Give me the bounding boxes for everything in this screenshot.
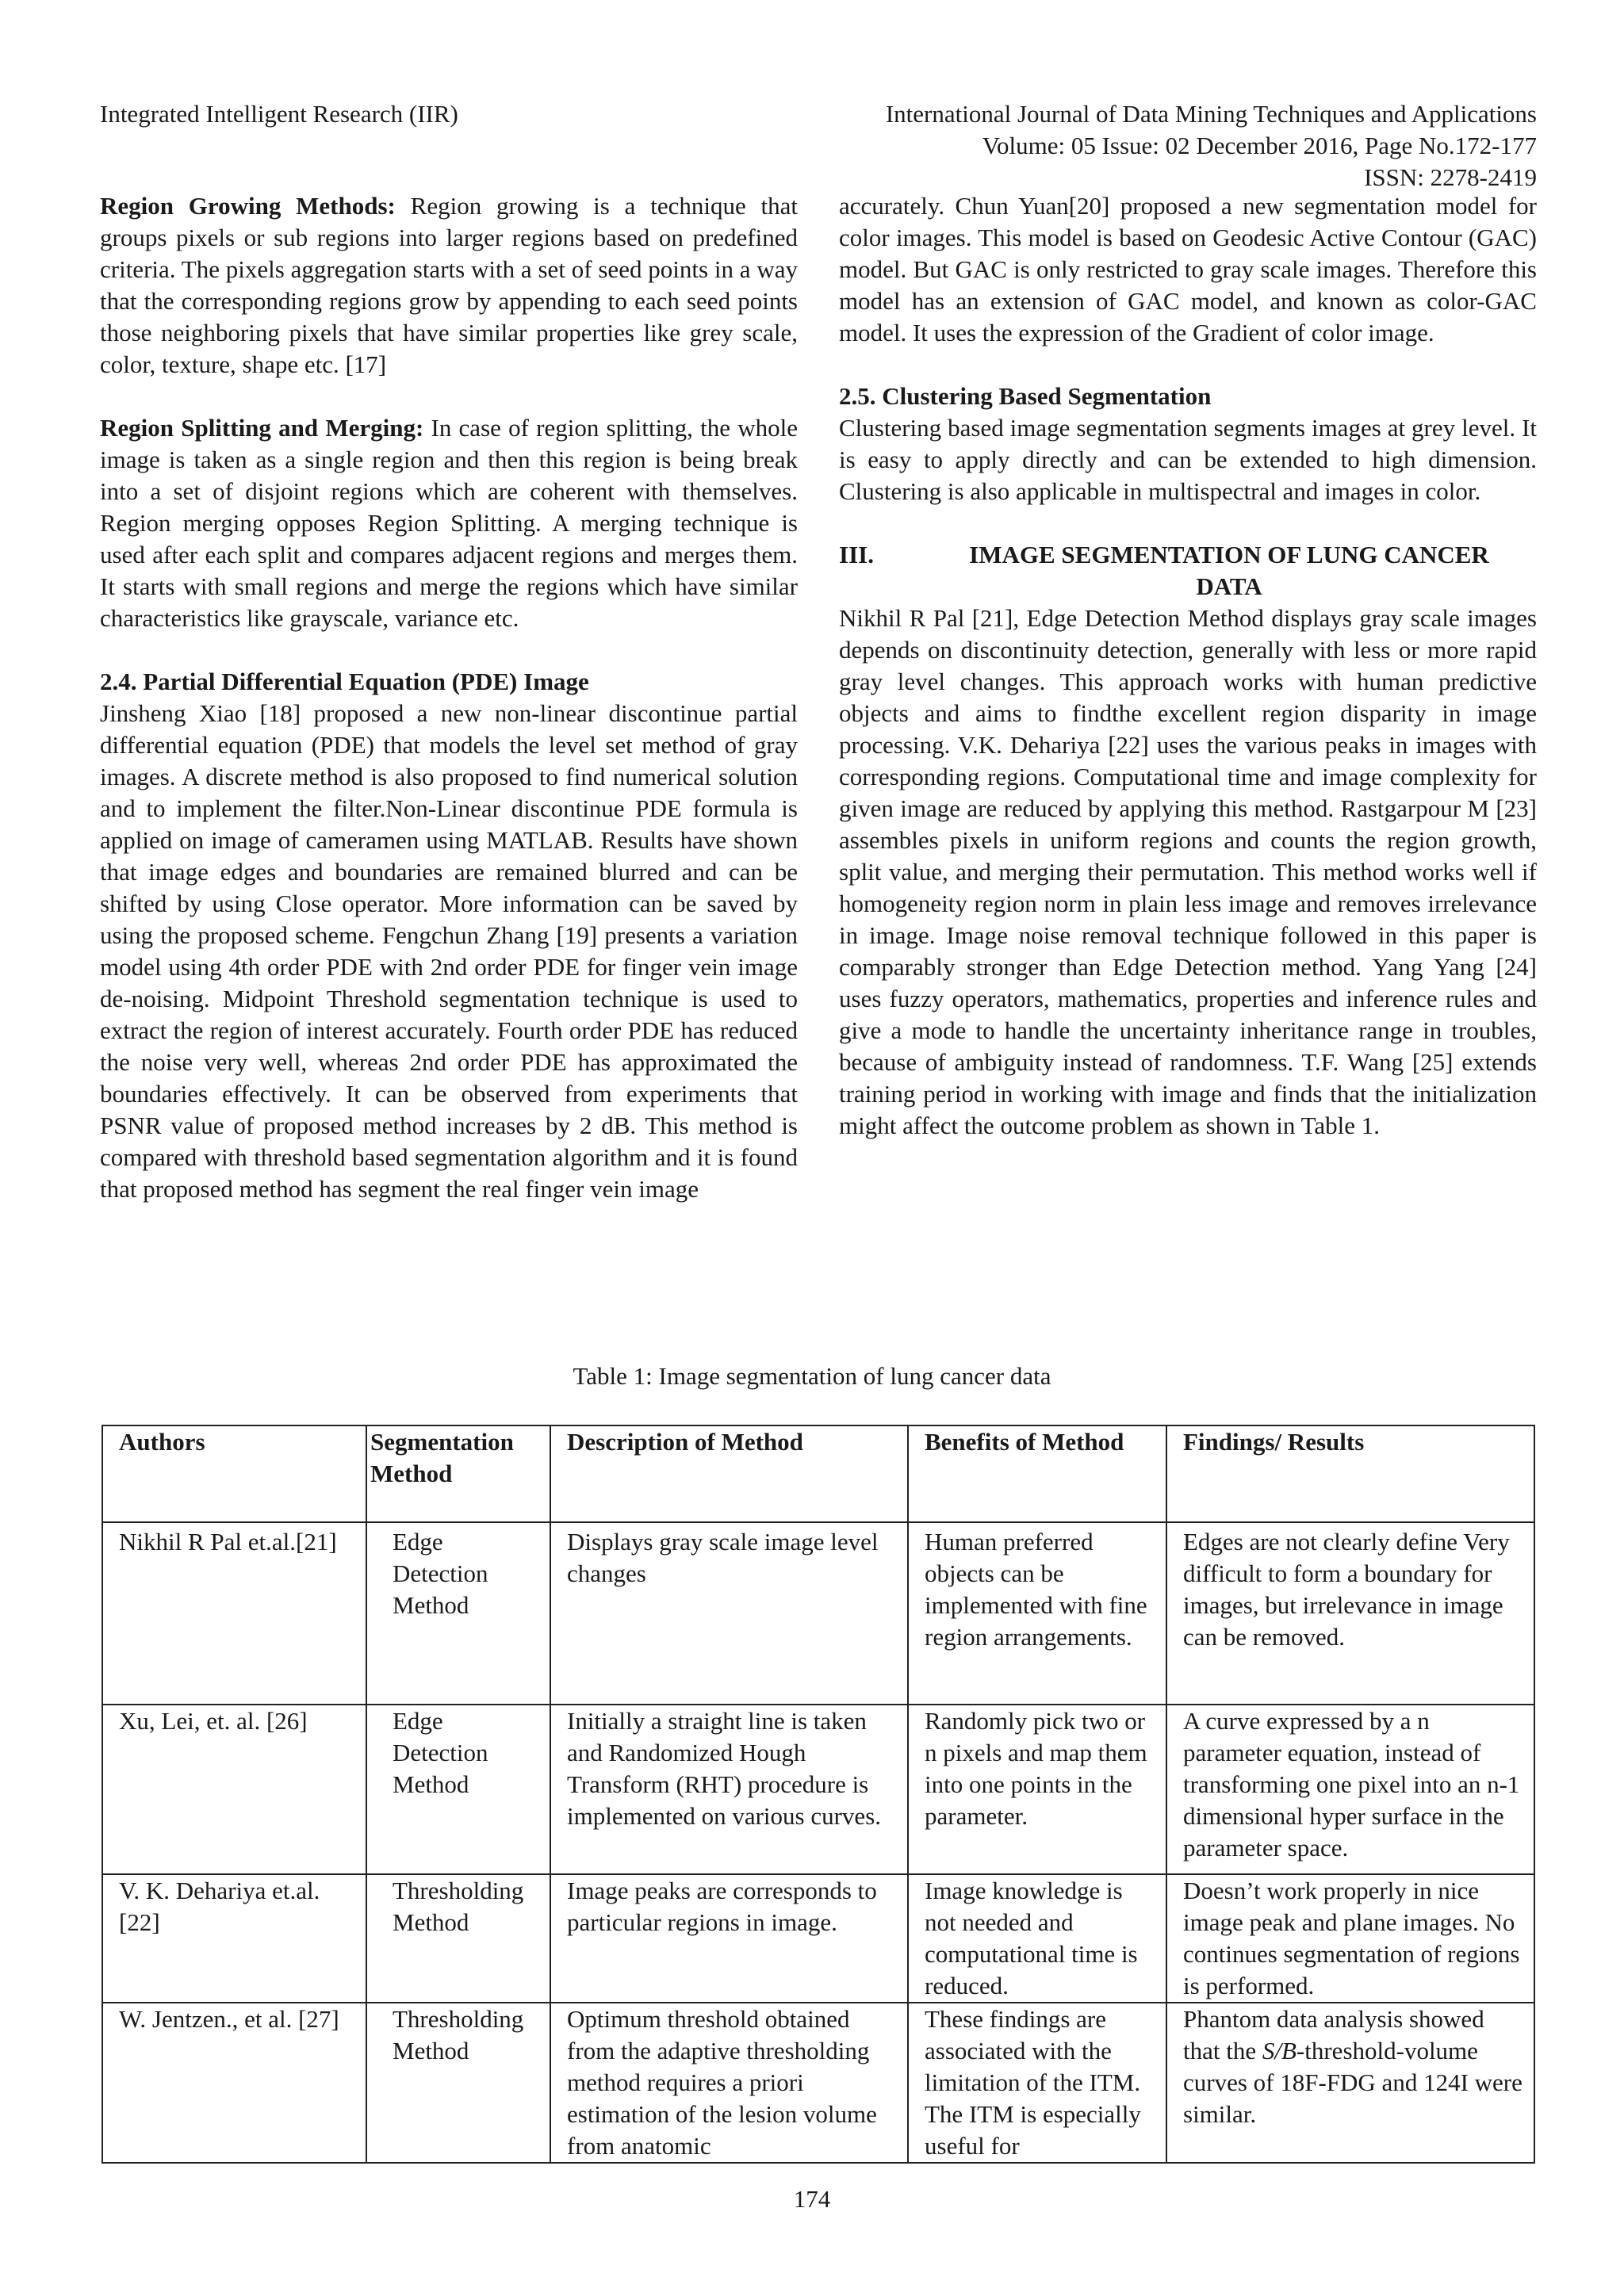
header-journal-info [886, 98, 1537, 193]
paragraph-region-splitting [100, 412, 798, 634]
findings-italic-text: S/B [1262, 2037, 1297, 2064]
cell-benefits: Randomly pick two or n pixels and map them into one points in the parameter. [908, 1705, 1166, 1874]
table-caption: Table 1: Image segmentation of lung cancer data [573, 1362, 1051, 1390]
table-row [102, 1874, 1534, 2003]
page-number: 174 [793, 2185, 831, 2213]
paragraph-text: In case of region splitting, the whole image is taken as a single region and then this region is being break into a set of disjoint regions which are coherent with themselves. Region merging opposes Region Splitting. A merging technique is used after each split and compares adjacent regions and merges them. It starts with small regions and merge the regions which have similar characteristics like grayscale, variance etc. [100, 414, 798, 632]
cell-findings: A curve expressed by a n parameter equation, instead of transforming one pixel into an n-1 dimensional hyper surface in the parameter space. [1166, 1705, 1534, 1874]
table-row [102, 1705, 1534, 1874]
paragraph-region-growing [100, 190, 798, 381]
paragraph-lung-cancer: Nikhil R Pal [21], Edge Detection Method displays gray scale images depends on discontinuity detection, generally with less or more rapid gray level changes. This approach works with human predictive objects and aims to findthe excellent region disparity in image processing. V.K. Dehariya [22] uses the various peaks in images with corresponding regions. Computational time and image complexity for given image are reduced by applying this method. Rastgarpour M [23] assembles pixels in uniform regions and counts the region growth, split value, and merging their permutation. This method works well if homogeneity region norm in plain less image and removes irrelevance in image. Image noise removal technique followed in this paper is comparably stronger than Edge Detection method. Yang Yang [24] uses fuzzy operators, mathematics, properties and inference rules and give a mode to handle the uncertainty inheritance range in troubles, because of ambiguity instead of randomness. T.F. Wang [25] extends training period in working with image and finds that the initialization might affect the outcome problem as shown in Table 1. [839, 604, 1537, 1139]
paragraph-clustering: Clustering based image segmentation segments images at grey level. It is easy to apply directly and can be extended to high dimension. Clustering is also applicable in multispectral and images in color. [839, 414, 1537, 505]
cell-benefits: Image knowledge is not needed and computational time is reduced. [908, 1874, 1166, 2003]
left-column [100, 190, 798, 1205]
table-row [102, 2003, 1534, 2163]
paragraph-heading: Region Splitting and Merging: [100, 414, 424, 442]
section-heading-3 [839, 539, 1537, 603]
table-row [102, 1522, 1534, 1705]
cell-method: Thresholding Method [366, 1874, 550, 2003]
segmentation-table [102, 1425, 1535, 2164]
paragraph-heading: Region Growing Methods: [100, 192, 396, 220]
section-title [921, 539, 1537, 603]
cell-findings: Edges are not clearly define Very difficult to form a boundary for images, but irrelevance in image can be removed. [1166, 1522, 1534, 1705]
header-segmentation-method: Segmentation Method [366, 1425, 550, 1522]
section-title-line: DATA [1196, 572, 1262, 600]
cell-description: Displays gray scale image level changes [550, 1522, 908, 1705]
header-benefits: Benefits of Method [908, 1425, 1166, 1522]
paragraph-pde: Jinsheng Xiao [18] proposed a new non-linear discontinue partial differential equation (PDE) that models the level set method of gray images. A discrete method is also proposed to find numerical solution and to implement the filter.Non-Linear discontinue PDE formula is applied on image of cameramen using MATLAB. Results have shown that image edges and boundaries are remained blurred and can be shifted by using Close operator. More information can be saved by using the proposed scheme. Fengchun Zhang [19] presents a variation model using 4th order PDE with 2nd order PDE for finger vein image de-noising. Midpoint Threshold segmentation technique is used to extract the region of interest accurately. Fourth order PDE has reduced the noise very well, whereas 2nd order PDE has approximated the boundaries effectively. It can be observed from experiments that PSNR value of proposed method increases by 2 dB. This method is compared with threshold based segmentation algorithm and it is found that proposed method has segment the real finger vein image [100, 699, 798, 1203]
section-number: III. [839, 541, 874, 568]
cell-authors: Xu, Lei, et. al. [26] [102, 1705, 366, 1874]
cell-method: Thresholding Method [366, 2003, 550, 2163]
cell-description: Initially a straight line is taken and Randomized Hough Transform (RHT) procedure is implemented on various curves. [550, 1705, 908, 1874]
findings-text: -threshold-volume curves of 18F-FDG and 124I were similar. [1183, 2037, 1522, 2128]
header-findings: Findings/ Results [1166, 1425, 1534, 1522]
header-volume: Volume: 05 Issue: 02 December 2016, Page No.172-177 [982, 132, 1537, 159]
cell-method: Edge Detection Method [366, 1705, 550, 1874]
header-journal-title: International Journal of Data Mining Techniques and Applications [885, 100, 1537, 128]
header-authors: Authors [102, 1425, 366, 1522]
paragraph-continued: accurately. Chun Yuan[20] proposed a new segmentation model for color images. This model is based on Geodesic Active Contour (GAC) model. But GAC is only restricted to gray scale images. Therefore this model has an extension of GAC model, and known as color-GAC model. It uses the expression of the Gradient of color image. [839, 192, 1537, 346]
cell-findings [1166, 2003, 1534, 2163]
section-title-line: IMAGE SEGMENTATION OF LUNG CANCER [969, 541, 1489, 568]
cell-benefits: Human preferred objects can be implemented with fine region arrangements. [908, 1522, 1166, 1705]
cell-description: Optimum threshold obtained from the adaptive thresholding method requires a priori estimation of the lesion volume from anatomic [550, 2003, 908, 2163]
header-journal-publisher: Integrated Intelligent Research (IIR) [100, 100, 458, 128]
cell-authors: W. Jentzen., et al. [27] [102, 2003, 366, 2163]
findings-text: Phantom data analysis showed that the [1183, 2005, 1484, 2064]
section-heading-2-4: 2.4. Partial Differential Equation (PDE) Image [100, 668, 589, 695]
table-header-row [102, 1425, 1534, 1522]
cell-method: Edge Detection Method [366, 1522, 550, 1705]
section-heading-2-5: 2.5. Clustering Based Segmentation [839, 382, 1212, 410]
cell-authors: Nikhil R Pal et.al.[21] [102, 1522, 366, 1705]
paragraph-text: Region growing is a technique that groups pixels or sub regions into larger regions based on predefined criteria. The pixels aggregation starts with a set of seed points in a way that the corresponding regions grow by appending to each seed points those neighboring pixels that have similar properties like grey scale, color, texture, shape etc. [17] [100, 192, 798, 378]
cell-description: Image peaks are corresponds to particular regions in image. [550, 1874, 908, 2003]
cell-benefits: These findings are associated with the limitation of the ITM. The ITM is especially useful for [908, 2003, 1166, 2163]
header-issn: ISSN: 2278-2419 [1364, 163, 1537, 191]
header-description: Description of Method [550, 1425, 908, 1522]
cell-authors: V. K. Dehariya et.al.[22] [102, 1874, 366, 2003]
cell-findings: Doesn’t work properly in nice image peak and plane images. No continues segmentation of regions is performed. [1166, 1874, 1534, 2003]
right-column [839, 190, 1537, 1142]
